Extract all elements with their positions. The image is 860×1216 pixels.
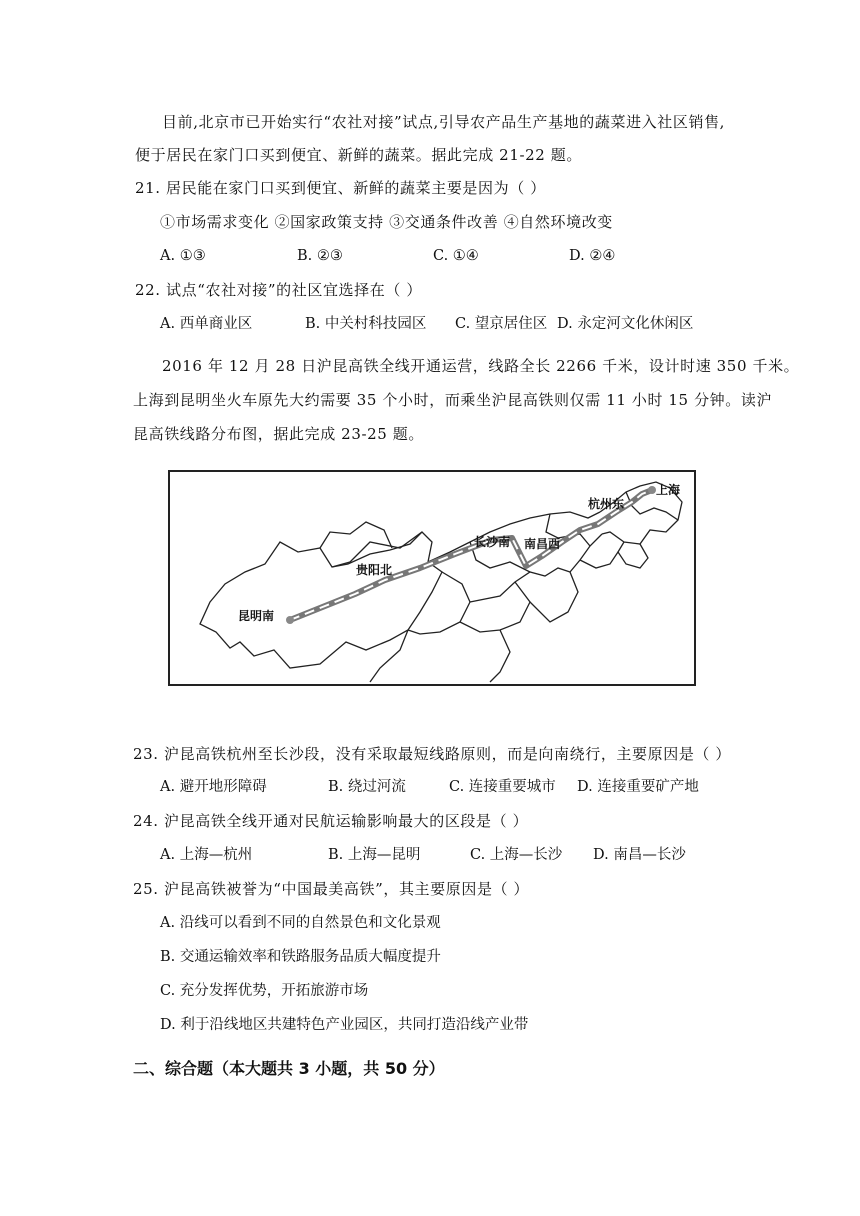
question-21-option-c: C. ①④ — [433, 248, 479, 264]
passage-1-line-1: 目前,北京市已开始实行“农社对接”试点,引导农产品生产基地的蔬菜进入社区销售, — [162, 113, 726, 131]
question-22-stem: 22. 试点“农社对接”的社区宜选择在（ ） — [135, 281, 422, 299]
question-22-option-a: A. 西单商业区 — [160, 316, 253, 332]
question-25-stem: 25. 沪昆高铁被誉为“中国最美高铁”，其主要原因是（ ） — [133, 880, 530, 898]
kunming-label: 昆明南 — [238, 609, 275, 623]
question-23-option-b: B. 绕过河流 — [328, 779, 406, 795]
shanghai-label: 上海 — [656, 483, 681, 497]
question-25-option-c: C. 充分发挥优势，开拓旅游市场 — [160, 983, 369, 999]
question-23-option-a: A. 避开地形障碍 — [160, 779, 267, 795]
question-23-option-d: D. 连接重要矿产地 — [577, 779, 699, 795]
question-24-option-c: C. 上海—长沙 — [470, 847, 563, 863]
question-25-option-a: A. 沿线可以看到不同的自然景色和文化景观 — [160, 915, 441, 931]
question-25-option-d: D. 利于沿线地区共建特色产业园区，共同打造沿线产业带 — [160, 1017, 529, 1033]
railway-route-map — [168, 470, 696, 686]
question-22-option-c: C. 望京居住区 — [455, 316, 548, 332]
question-22-option-b: B. 中关村科技园区 — [305, 316, 427, 332]
province-outline-map — [170, 472, 694, 684]
question-21-items: ①市场需求变化 ②国家政策支持 ③交通条件改善 ④自然环境改变 — [160, 213, 613, 231]
changsha-label: 长沙南 — [474, 535, 511, 549]
passage-1-line-2: 便于居民在家门口买到便宜、新鲜的蔬菜。据此完成 21-22 题。 — [135, 146, 582, 164]
question-24-option-a: A. 上海—杭州 — [160, 847, 253, 863]
passage-2-line-3: 昆高铁线路分布图，据此完成 23-25 题。 — [133, 425, 424, 443]
guiyang-label: 贵阳北 — [356, 563, 393, 577]
question-22-option-d: D. 永定河文化休闲区 — [557, 316, 694, 332]
question-21-option-a: A. ①③ — [160, 248, 206, 264]
question-23-stem: 23. 沪昆高铁杭州至长沙段，没有采取最短线路原则，而是向南绕行，主要原因是（ ） — [133, 745, 731, 763]
passage-2-line-1: 2016 年 12 月 28 日沪昆高铁全线开通运营，线路全长 2266 千米，设计时速 350 千米。 — [162, 357, 800, 375]
question-24-stem: 24. 沪昆高铁全线开通对民航运输影响最大的区段是（ ） — [133, 812, 529, 830]
question-24-option-b: B. 上海—昆明 — [328, 847, 421, 863]
question-23-option-c: C. 连接重要城市 — [449, 779, 556, 795]
hangzhou-label: 杭州东 — [588, 497, 625, 511]
shanghai-station-dot — [648, 486, 656, 494]
province-borders — [200, 482, 682, 682]
passage-2-line-2: 上海到昆明坐火车原先大约需要 35 个小时，而乘坐沪昆高铁则仅需 11 小时 15 分钟。读沪 — [133, 391, 773, 409]
question-21-option-d: D. ②④ — [569, 248, 616, 264]
kunming-station-dot — [286, 616, 294, 624]
question-25-option-b: B. 交通运输效率和铁路服务品质大幅度提升 — [160, 949, 441, 965]
question-24-option-d: D. 南昌—长沙 — [593, 847, 686, 863]
section-2-heading: 二、综合题（本大题共 3 小题，共 50 分） — [133, 1059, 445, 1078]
question-21-stem: 21. 居民能在家门口买到便宜、新鲜的蔬菜主要是因为（ ） — [135, 179, 546, 197]
nanchang-label: 南昌西 — [524, 537, 561, 551]
question-21-option-b: B. ②③ — [297, 248, 343, 264]
